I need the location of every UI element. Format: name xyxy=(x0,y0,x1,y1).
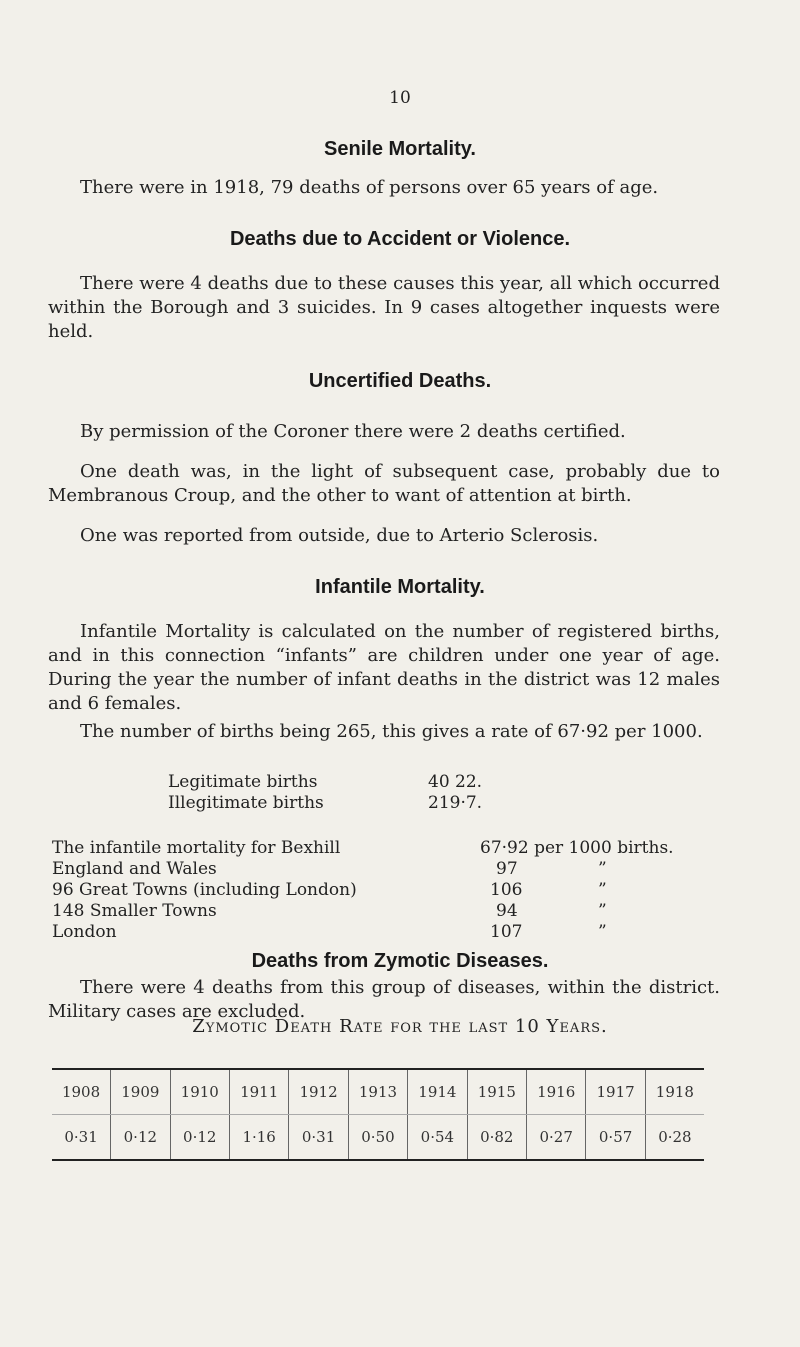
table-cell-year: 1918 xyxy=(645,1069,704,1115)
table-row-years xyxy=(52,1069,704,1115)
uncertified-p2-content: One death was, in the light of subsequent case, probably due to Membranous Croup, and the other to want of attention at birth. xyxy=(48,461,720,506)
comparison-value: 97 xyxy=(496,859,518,879)
accident-text xyxy=(48,272,720,344)
legitimate-label: Legitimate births xyxy=(168,772,318,792)
table-cell-year: 1917 xyxy=(586,1069,645,1115)
table-cell-rate: 0·12 xyxy=(111,1115,170,1161)
table-cell-year: 1911 xyxy=(229,1069,288,1115)
zymotic-table-title: Zymotic Death Rate for the last 10 Years. xyxy=(192,1016,608,1037)
comparison-label: 148 Smaller Towns xyxy=(52,901,217,921)
table-cell-rate: 0·27 xyxy=(526,1115,585,1161)
table-cell-year: 1909 xyxy=(111,1069,170,1115)
ditto-mark: ” xyxy=(598,922,607,942)
infantile-p2-content: The number of births being 265, this gives a rate of 67·92 per 1000. xyxy=(80,721,703,742)
uncertified-p3 xyxy=(48,524,720,548)
comparison-label: London xyxy=(52,922,117,942)
table-cell-year: 1912 xyxy=(289,1069,348,1115)
table-cell-year: 1913 xyxy=(348,1069,407,1115)
table-cell-rate: 0·54 xyxy=(408,1115,467,1161)
senile-text xyxy=(48,176,720,200)
legitimate-value: 40 22. xyxy=(428,772,483,792)
uncertified-p1 xyxy=(48,420,720,444)
accident-text-content: There were 4 deaths due to these causes this year, all which occurred within the Borough and 3 suicides. In 9 cases altogether inquests were held. xyxy=(48,273,720,342)
comparison-label: 96 Great Towns (including London) xyxy=(52,880,357,900)
senile-text-content: There were in 1918, 79 deaths of persons over 65 years of age. xyxy=(80,177,659,198)
uncertified-p2 xyxy=(48,460,720,508)
infantile-p1-content: Infantile Mortality is calculated on the number of registered births, and in this connection “infants” are children under one year of age. During the year the number of infant deaths in the district was 12 males and 6 females. xyxy=(48,621,720,714)
table-cell-rate: 0·57 xyxy=(586,1115,645,1161)
table-cell-year: 1914 xyxy=(408,1069,467,1115)
table-cell-year: 1910 xyxy=(170,1069,229,1115)
uncertified-heading: Uncertified Deaths. xyxy=(308,370,492,392)
table-cell-rate: 0·50 xyxy=(348,1115,407,1161)
comparison-value: 67·92 per 1000 births. xyxy=(480,838,674,858)
ditto-mark: ” xyxy=(598,859,607,879)
comparison-label: England and Wales xyxy=(52,859,217,879)
infantile-p2 xyxy=(48,720,720,744)
ditto-mark: ” xyxy=(598,880,607,900)
table-cell-rate: 0·82 xyxy=(467,1115,526,1161)
comparison-value: 94 xyxy=(496,901,518,921)
uncertified-p3-content: One was reported from outside, due to Arterio Sclerosis. xyxy=(80,525,599,546)
table-cell-rate: 0·31 xyxy=(64,1128,98,1146)
table-cell-rate: 0·28 xyxy=(645,1115,704,1161)
zymotic-heading: Deaths from Zymotic Diseases. xyxy=(251,950,549,972)
illegitimate-value: 219·7. xyxy=(428,793,483,813)
uncertified-p1-content: By permission of the Coroner there were 2 deaths certified. xyxy=(80,421,626,442)
accident-heading: Deaths due to Accident or Violence. xyxy=(229,228,571,250)
senile-heading: Senile Mortality. xyxy=(324,138,476,160)
comparison-value: 107 xyxy=(490,922,523,942)
illegitimate-label: Illegitimate births xyxy=(168,793,324,813)
infantile-heading: Infantile Mortality. xyxy=(315,576,485,598)
page-number: 10 xyxy=(389,88,411,108)
table-row-rates xyxy=(52,1115,704,1161)
comparison-label: The infantile mortality for Bexhill xyxy=(52,838,341,858)
infantile-p1 xyxy=(48,620,720,716)
comparison-value: 106 xyxy=(490,880,523,900)
zymotic-text-content: There were 4 deaths from this group of diseases, within the district. Military cases are excluded. xyxy=(48,977,720,1022)
table-cell-year: 1916 xyxy=(526,1069,585,1115)
table-cell-rate: 0·12 xyxy=(170,1115,229,1161)
table-cell-year: 1915 xyxy=(467,1069,526,1115)
ditto-mark: ” xyxy=(598,901,607,921)
table-cell-year: 1908 xyxy=(52,1069,111,1115)
table-cell-rate: 0·31 xyxy=(289,1115,348,1161)
table-cell-rate: 1·16 xyxy=(229,1115,288,1161)
zymotic-rate-table xyxy=(52,1068,704,1161)
